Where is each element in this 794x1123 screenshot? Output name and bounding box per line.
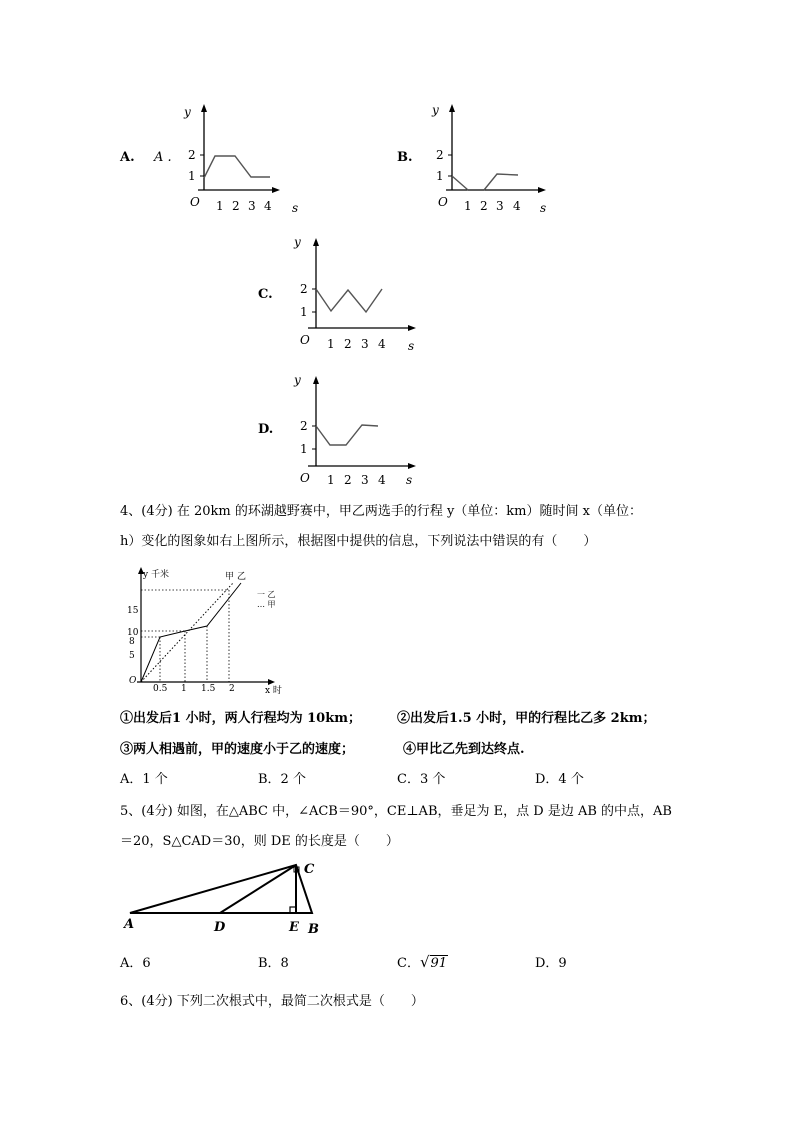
graph-a-ytick-2: 2 <box>188 148 196 162</box>
q4-chart-yi-line <box>141 583 241 682</box>
graph-a <box>180 100 320 220</box>
graph-a-ytick-1: 1 <box>188 169 196 183</box>
option-a-label: A. <box>120 150 135 165</box>
q4-stem-line2: h）变化的图象如右上图所示，根据图中提供的信息，下列说法中错误的有（ ） <box>120 534 597 549</box>
q4-chart-xtick-15: 1.5 <box>201 684 216 694</box>
graph-a-xtick-2: 2 <box>232 199 240 213</box>
option-c-label: C. <box>258 287 273 302</box>
option-d-label: D. <box>258 422 274 437</box>
graph-c <box>290 232 430 354</box>
graph-c-y-axis-label: y <box>294 235 301 249</box>
q5-stem-line2: ＝20，S△CAD＝30，则 DE 的长度是（ ） <box>120 834 399 849</box>
graph-c-xtick-3: 3 <box>361 337 369 351</box>
q5-label-c: C <box>304 862 315 877</box>
q4-option-d[interactable]: D．4 个 <box>535 772 584 787</box>
q5-option-c[interactable] <box>397 952 448 971</box>
q4-chart-y-label: y 千米 <box>143 570 169 580</box>
graph-b-xtick-2: 2 <box>480 199 488 213</box>
graph-d <box>290 370 430 490</box>
q4-chart-side-yi: 一 乙 <box>257 590 276 599</box>
graph-d-y-axis-label: y <box>294 373 301 387</box>
graph-d-xtick-1: 1 <box>327 473 335 487</box>
q5-option-b[interactable]: B．8 <box>258 956 289 971</box>
graph-a-xtick-1: 1 <box>216 199 224 213</box>
graph-a-xtick-4: 4 <box>264 199 272 213</box>
q4-option-c[interactable]: C．3 个 <box>397 772 446 787</box>
q4-chart-xtick-1: 1 <box>181 684 187 694</box>
q5-option-a[interactable]: A．6 <box>120 956 151 971</box>
q4-chart-origin: O <box>129 676 137 686</box>
q4-option-b[interactable]: B．2 个 <box>258 772 306 787</box>
graph-a-x-axis-label: s <box>292 201 299 215</box>
graph-c-xtick-2: 2 <box>344 337 352 351</box>
q4-chart-x-label: x 时 <box>265 686 282 695</box>
q4-option-a[interactable]: A．1 个 <box>120 772 168 787</box>
q4-statement-2: ②出发后1.5 小时，甲的行程比乙多 2km； <box>397 711 656 726</box>
graph-d-xtick-3: 3 <box>361 473 369 487</box>
graph-d-ytick-2: 2 <box>300 419 308 433</box>
q4-stem-line1: 4、(4分) 在 20km 的环湖越野赛中，甲乙两选手的行程 y（单位：km）随时间 x（单位： <box>120 504 642 519</box>
graph-a-xtick-3: 3 <box>248 199 256 213</box>
q4-chart-xtick-05: 0.5 <box>153 684 168 694</box>
q4-chart-ytick-5: 5 <box>129 651 135 661</box>
graph-c-x-axis-label: s <box>408 339 415 353</box>
graph-d-curve <box>316 425 378 445</box>
graph-d-origin: O <box>300 471 310 485</box>
graph-d-xtick-4: 4 <box>378 473 386 487</box>
graph-a-curve <box>204 156 270 178</box>
graph-b-y-axis-label: y <box>432 103 439 117</box>
q5-stem-line1: 5、(4分) 如图，在△ABC 中，∠ACB＝90°，CE⊥AB，垂足为 E，点 D 是边 AB 的中点，AB <box>120 804 672 819</box>
graph-c-origin: O <box>300 333 310 347</box>
graph-b-origin: O <box>438 195 448 209</box>
q4-chart <box>125 565 295 695</box>
graph-b-xtick-1: 1 <box>464 199 472 213</box>
q4-chart-ytick-8: 8 <box>129 637 135 647</box>
q4-chart-xtick-2: 2 <box>229 684 235 694</box>
graph-b <box>430 100 570 220</box>
graph-c-ytick-2: 2 <box>300 282 308 296</box>
q4-chart-ytick-15: 15 <box>127 606 139 616</box>
graph-b-xtick-4: 4 <box>513 199 521 213</box>
graph-c-curve <box>316 289 382 312</box>
graph-b-x-axis-label: s <box>540 201 547 215</box>
q4-chart-jia-line <box>141 583 233 682</box>
graph-b-ytick-2: 2 <box>436 148 444 162</box>
graph-c-xtick-1: 1 <box>327 337 335 351</box>
q4-statement-1: ①出发后1 小时，两人行程均为 10km； <box>120 711 361 726</box>
sqrt-icon: √ <box>419 953 430 971</box>
q4-statement-3: ③两人相遇前，甲的速度小于乙的速度； <box>120 742 355 757</box>
option-b-label: B. <box>397 150 413 165</box>
graph-a-y-axis-label: y <box>184 105 191 119</box>
graph-d-x-axis-label: s <box>406 473 413 487</box>
q5-triangle-figure <box>118 855 338 937</box>
q4-statement-4: ④甲比乙先到达终点. <box>403 742 525 757</box>
q5-option-d[interactable]: D．9 <box>535 956 567 971</box>
graph-d-ytick-1: 1 <box>300 442 308 456</box>
graph-c-xtick-4: 4 <box>378 337 386 351</box>
graph-b-curve <box>484 174 518 190</box>
graph-b-ytick-1: 1 <box>436 169 444 183</box>
graph-d-xtick-2: 2 <box>344 473 352 487</box>
graph-c-ytick-1: 1 <box>300 305 308 319</box>
q5-label-a: A <box>124 917 135 932</box>
graph-a-origin: O <box>190 195 200 209</box>
q4-chart-ytick-10: 10 <box>127 628 139 638</box>
option-a-extra: A . <box>154 150 172 165</box>
q5-label-d: D <box>214 920 226 935</box>
q4-chart-legend-jia: 甲 <box>225 572 235 582</box>
q4-chart-legend-yi: 乙 <box>237 572 247 582</box>
q5-option-c-radicand: 91 <box>430 956 448 971</box>
q4-chart-side-jia: … 甲 <box>257 600 276 609</box>
q6-stem-line1: 6、(4分) 下列二次根式中，最简二次根式是（ ） <box>120 994 424 1009</box>
graph-b-xtick-3: 3 <box>496 199 504 213</box>
q5-label-b: B <box>308 922 319 937</box>
q5-label-e: E <box>289 920 299 935</box>
q5-option-c-label: C． <box>397 956 420 971</box>
